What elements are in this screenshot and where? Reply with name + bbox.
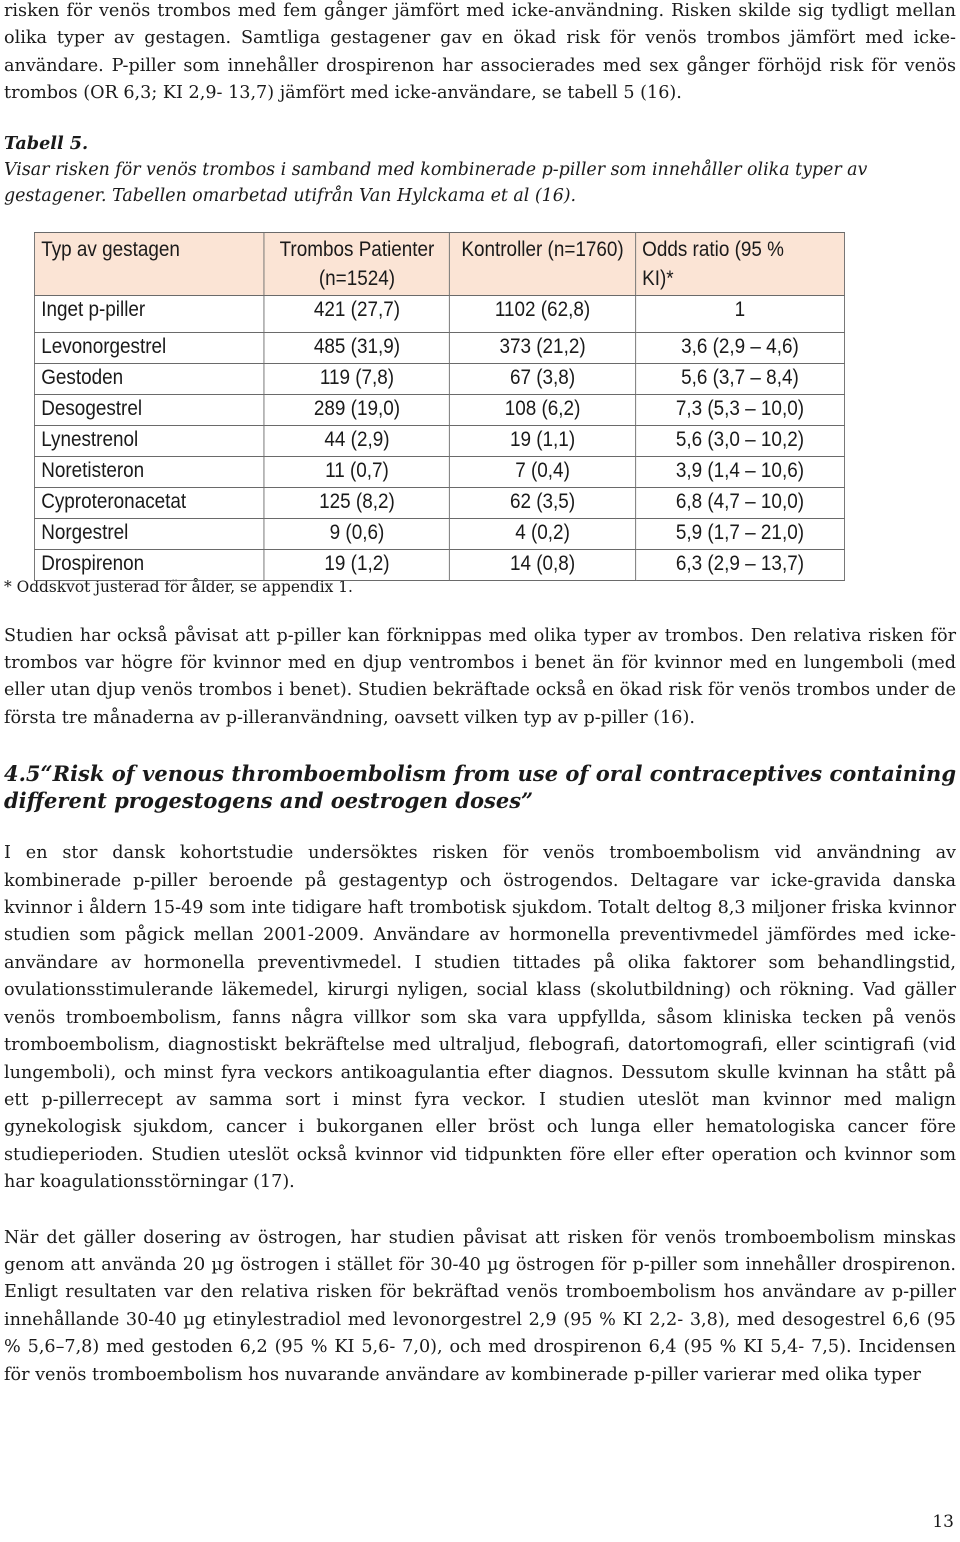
cell-odds-ratio: 7,3 (5,3 – 10,0)	[635, 394, 844, 425]
cell-gestagen: Norgestrel	[34, 518, 264, 549]
cell-odds-ratio: 5,6 (3,7 – 8,4)	[635, 363, 844, 394]
header-odds-ratio	[635, 232, 844, 295]
table-row	[34, 295, 844, 332]
table-header-row	[34, 232, 844, 295]
cell-odds-ratio: 3,9 (1,4 – 10,6)	[635, 456, 844, 487]
cell-controls: 62 (3,5)	[450, 487, 636, 518]
cell-controls: 19 (1,1)	[450, 425, 636, 456]
table-footnote: * Oddskvot justerad för ålder, se appendix 1.	[4, 577, 353, 596]
cell-gestagen: Levonorgestrel	[34, 332, 264, 363]
cell-odds-ratio: 6,3 (2,9 – 13,7)	[635, 549, 844, 580]
cell-odds-ratio: 6,8 (4,7 – 10,0)	[635, 487, 844, 518]
intro-paragraph: risken för venös trombos med fem gånger jämfört med icke-användning. Risken skilde sig tydligt mellan olika typer av gestagen. Samtliga gestagener gav en ökad risk för venös trombos jämfört med icke- användare. P-piller som innehåller drospirenon har associerades med sex gånger förhöjd risk för venös trombos (OR 6,3; KI 2,9- 13,7) jämfört med icke-användare, se tabell 5 (16).	[4, 1, 956, 104]
cell-patients: 289 (19,0)	[264, 394, 449, 425]
cell-gestagen: Inget p-piller	[34, 295, 264, 332]
cell-patients: 11 (0,7)	[264, 456, 449, 487]
cell-controls: 14 (0,8)	[450, 549, 636, 580]
table-wrapper	[4, 232, 956, 577]
cell-gestagen: Desogestrel	[34, 394, 264, 425]
table-caption: Visar risken för venös trombos i samband med kombinerade p-piller som innehåller olika typer av gestagener. Tabellen omarbetad utifrån Van Hylckama et al (16).	[4, 159, 868, 206]
table-row	[34, 425, 844, 456]
header-odds-ratio-line2: KI)*	[642, 266, 674, 290]
table-row	[34, 456, 844, 487]
table-row	[34, 363, 844, 394]
cell-gestagen: Cyproteronacetat	[34, 487, 264, 518]
cell-patients: 421 (27,7)	[264, 295, 449, 332]
cell-patients: 44 (2,9)	[264, 425, 449, 456]
table-label: Tabell 5.	[4, 132, 89, 154]
cell-odds-ratio: 5,9 (1,7 – 21,0)	[635, 518, 844, 549]
cell-gestagen: Gestoden	[34, 363, 264, 394]
page-number: 13	[932, 1512, 954, 1532]
header-gestagen-type: Typ av gestagen	[34, 232, 264, 295]
cell-controls: 7 (0,4)	[450, 456, 636, 487]
header-controls: Kontroller (n=1760)	[450, 232, 636, 295]
document-page	[4, 0, 956, 1389]
cell-patients: 125 (8,2)	[264, 487, 449, 518]
cell-gestagen: Drospirenon	[34, 549, 264, 580]
cell-patients: 485 (31,9)	[264, 332, 449, 363]
cell-odds-ratio: 3,6 (2,9 – 4,6)	[635, 332, 844, 363]
paragraph-2: Studien har också påvisat att p-piller kan förknippas med olika typer av trombos. Den relativa risken för trombos var högre för kvinnor med en djup ventrombos i benet än för kvinnor med en lungemboli (med eller utan djup venös trombos i benet). Studien bekräftade också en ökad risk för venös trombos under de första tre månaderna av p-illeranvändning, oavsett vilken typ av p-piller (16).	[4, 625, 956, 728]
gestagen-risk-table	[34, 232, 845, 581]
cell-odds-ratio: 1	[635, 295, 844, 332]
cell-patients: 9 (0,6)	[264, 518, 449, 549]
table-row	[34, 549, 844, 580]
cell-gestagen: Lynestrenol	[34, 425, 264, 456]
cell-controls: 1102 (62,8)	[450, 295, 636, 332]
cell-controls: 67 (3,8)	[450, 363, 636, 394]
cell-odds-ratio: 5,6 (3,0 – 10,2)	[635, 425, 844, 456]
table-row	[34, 394, 844, 425]
cell-controls: 373 (21,2)	[450, 332, 636, 363]
paragraph-4: När det gäller dosering av östrogen, har studien påvisat att risken för venös tromboembolism minskas genom att använda 20 µg östrogen i stället för 30-40 µg östrogen för p-piller som innehåller drospirenon. Enligt resultaten var den relativa risken för bekräftad venös tromboembolism hos användare av p-piller innehållande 30-40 µg etinylestradiol med levonorgestrel 2,9 (95 % KI 2,2- 3,8), med desogestrel 6,6 (95 % 5,6–7,8) med gestoden 6,2 (95 % KI 5,6- 7,0), och med drospirenon 6,4 (95 % KI 5,4- 7,5). Incidensen för venös tromboembolism hos nuvarande användare av kombinerade p-piller varierar med olika typer	[4, 1227, 956, 1385]
header-odds-ratio-line1: Odds ratio (95 %	[642, 237, 784, 261]
cell-controls: 4 (0,2)	[450, 518, 636, 549]
header-thrombosis-patients	[264, 232, 449, 295]
cell-gestagen: Noretisteron	[34, 456, 264, 487]
header-thrombosis-patients-line2: (n=1524)	[318, 266, 396, 290]
cell-patients: 119 (7,8)	[264, 363, 449, 394]
paragraph-3: I en stor dansk kohortstudie undersöktes risken för venös tromboembolism vid användning av kombinerade p-piller beroende på gestagentyp och östrogendos. Deltagare var icke-gravida danska kvinnor i åldern 15-49 som inte tidigare haft trombotisk sjukdom. Totalt deltog 8,3 miljoner friska kvinnor studien som pågick mellan 2001-2009. Användare av hormonella preventivmedel jämfördes med icke-användare av hormonella preventivmedel. I studien tittades på olika faktorer som behandlingstid, ovulationsstimulerande läkemedel, kirurgi nyligen, social klass (skolutbildning) och rökning. Vad gäller venös tromboembolism, fanns några villkor som ska vara uppfyllda, såsom kliniska tecken på venös tromboembolism, diagnostiskt bekräftelse med ultraljud, flebografi, datortomografi, eller scintigrafi (vid lungemboli), och minst fyra veckors antikoagulantia efter diagnos. Dessutom skulle kvinnan ha stått på ett p-pillerrecept av samma sort i minst fyra veckor. I studien uteslöt man kvinnor med malign gynekologisk sjukdom, cancer i bukorganen eller bröst och lunga eller hematologiska cancer före studieperioden. Studien uteslöt också kvinnor vid tidpunkten före eller efter operation och kvinnor som har koagulationsstörningar (17).	[4, 843, 956, 1193]
table-row	[34, 332, 844, 363]
cell-controls: 108 (6,2)	[450, 394, 636, 425]
table-row	[34, 518, 844, 549]
table-row	[34, 487, 844, 518]
header-thrombosis-patients-line1: Trombos Patienter	[279, 237, 435, 261]
cell-patients: 19 (1,2)	[264, 549, 449, 580]
section-heading: 4.5“Risk of venous thromboembolism from use of oral contraceptives containing different progestogens and oestrogen doses”	[4, 761, 956, 814]
